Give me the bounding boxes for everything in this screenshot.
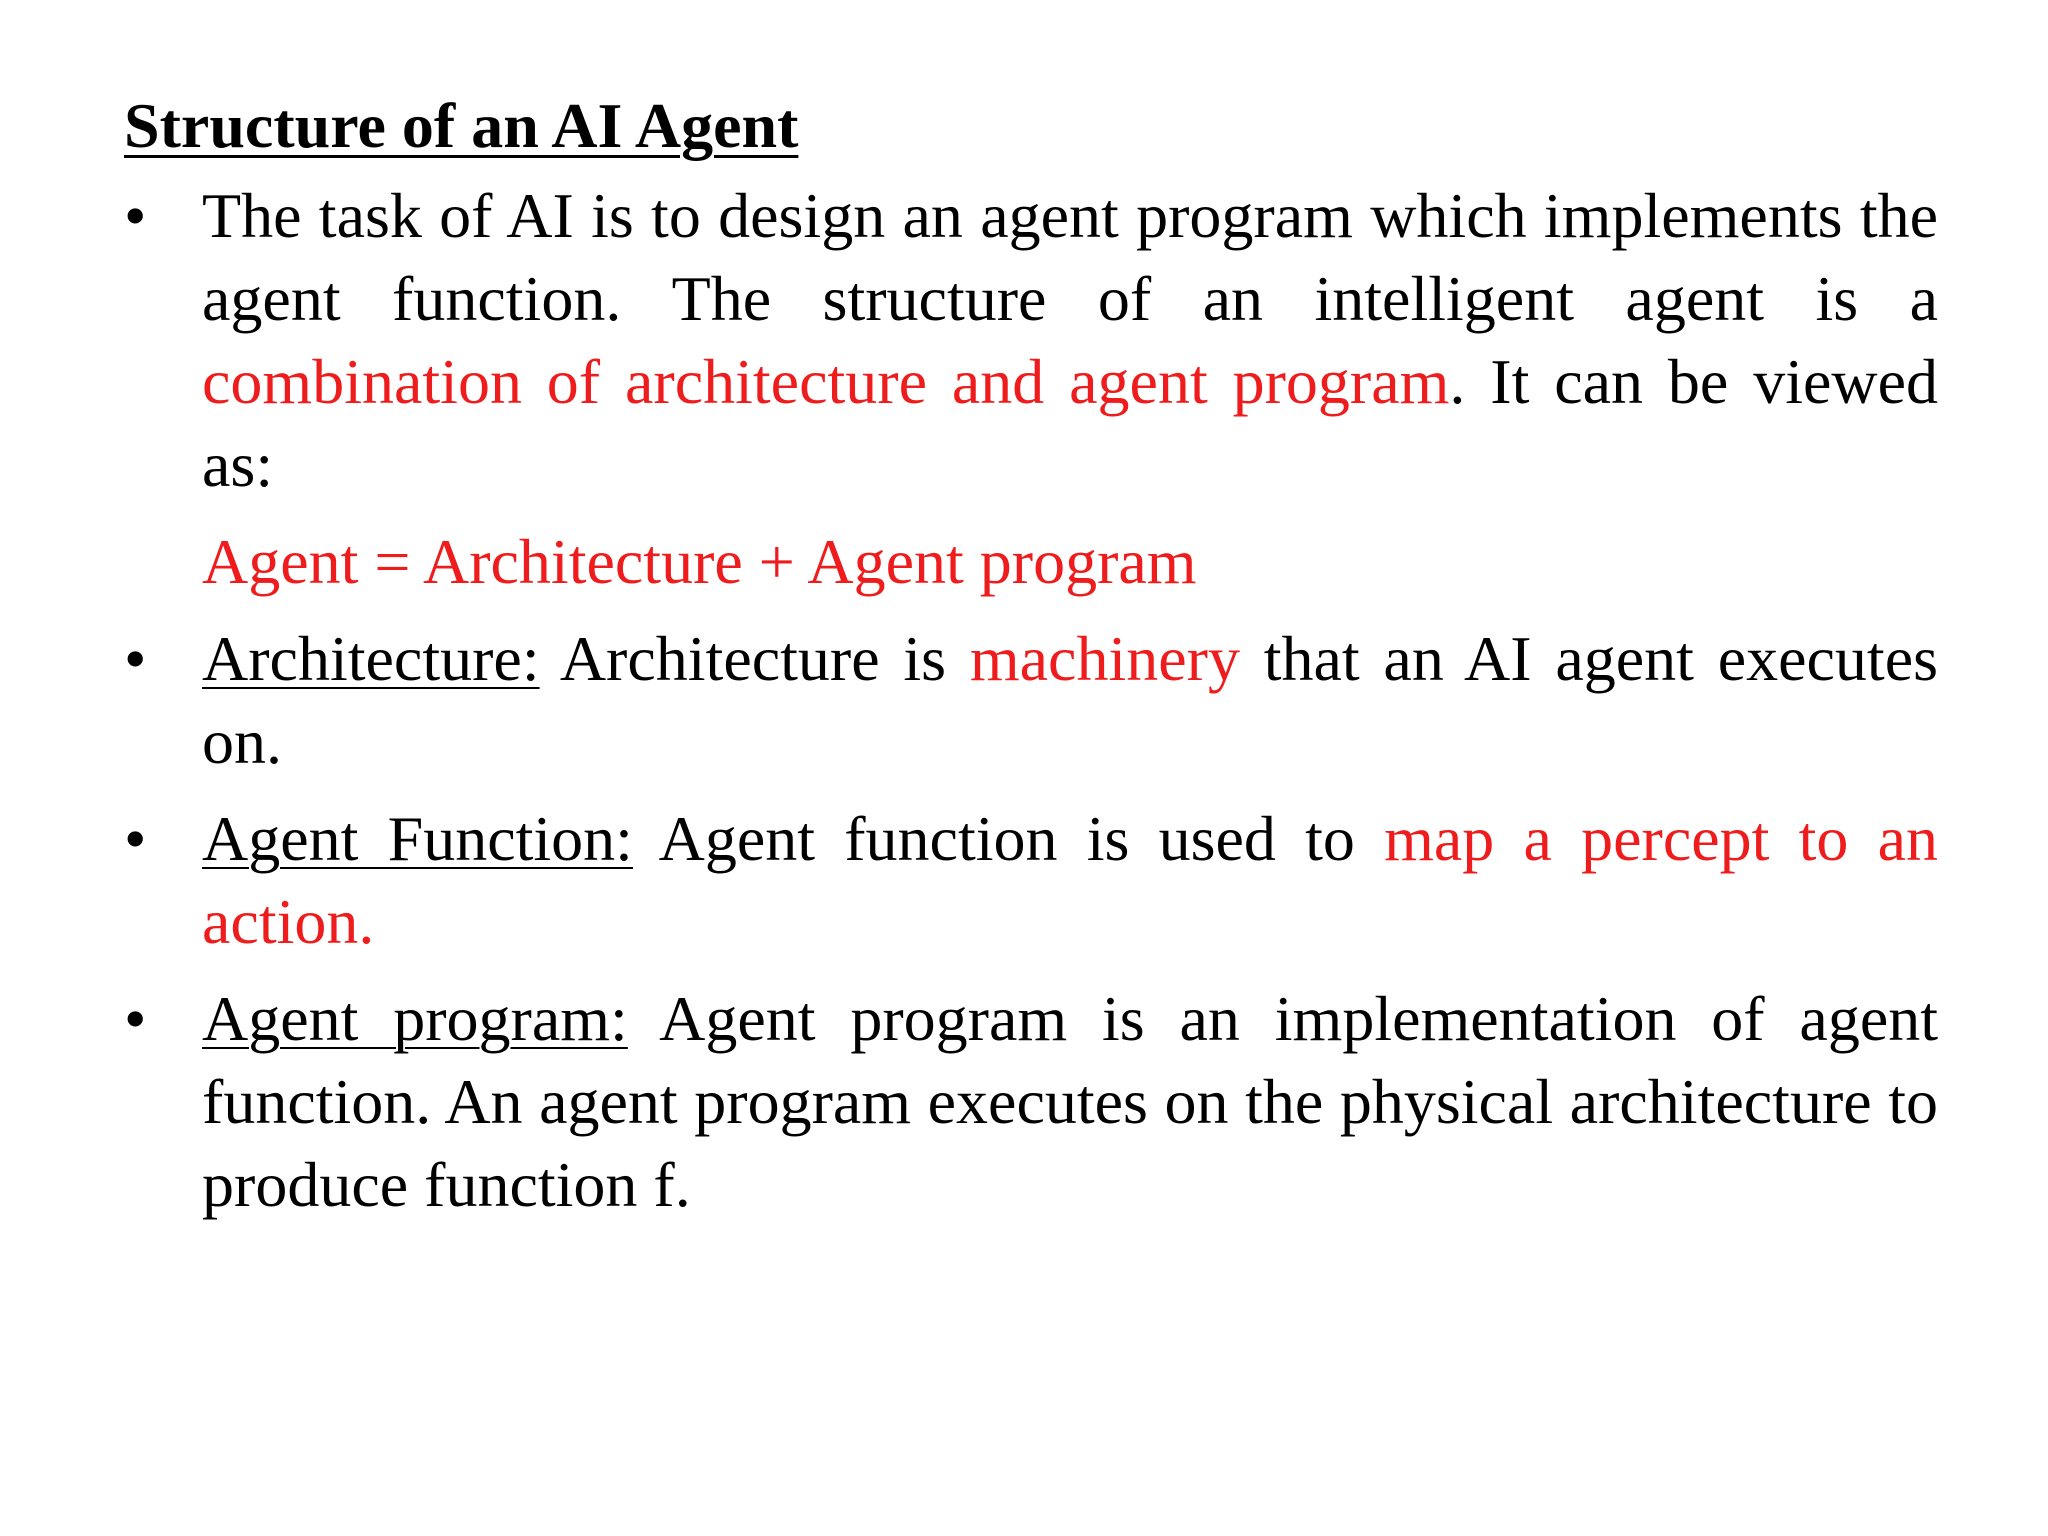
bullet-task-of-ai — [124, 174, 1938, 506]
agent-formula: Agent = Architecture + Agent program — [202, 526, 1197, 597]
term-agent-function: Agent Function: — [202, 803, 633, 874]
bullet-marker: • — [124, 803, 147, 874]
bullet-agent-program — [124, 977, 1938, 1226]
slide — [124, 86, 1938, 1240]
bullet-marker: • — [124, 180, 147, 251]
bullet-marker: • — [124, 983, 147, 1054]
bullet-text-end: . It can be viewed as: — [202, 346, 1939, 500]
bullet-marker: • — [124, 623, 147, 694]
bullet-text: Agent program is an implementation of agent function. An agent program executes on the physical architecture to produce function f. — [202, 983, 1938, 1220]
bullet-text: Agent function is used to — [632, 803, 1385, 874]
highlight-text: combination of architecture and agent program — [202, 346, 1450, 417]
definition-list — [124, 617, 1938, 1226]
term-architecture: Architecture: — [202, 623, 540, 694]
highlight-text: machinery — [969, 623, 1240, 694]
bullet-agent-function — [124, 797, 1938, 963]
highlight-text: map a percept to an action. — [202, 803, 1939, 957]
bullet-architecture — [124, 617, 1938, 783]
term-agent-program: Agent program: — [202, 983, 628, 1054]
bullet-text: Architecture is — [539, 623, 970, 694]
bullet-text-end: that an AI agent executes on. — [202, 623, 1939, 777]
slide-title: Structure of an AI Agent — [124, 90, 799, 161]
bullet-text: The task of AI is to design an agent program which implements the agent function. The structure of an intelligent agent is a — [202, 180, 1938, 334]
bullet-list — [124, 174, 1938, 506]
